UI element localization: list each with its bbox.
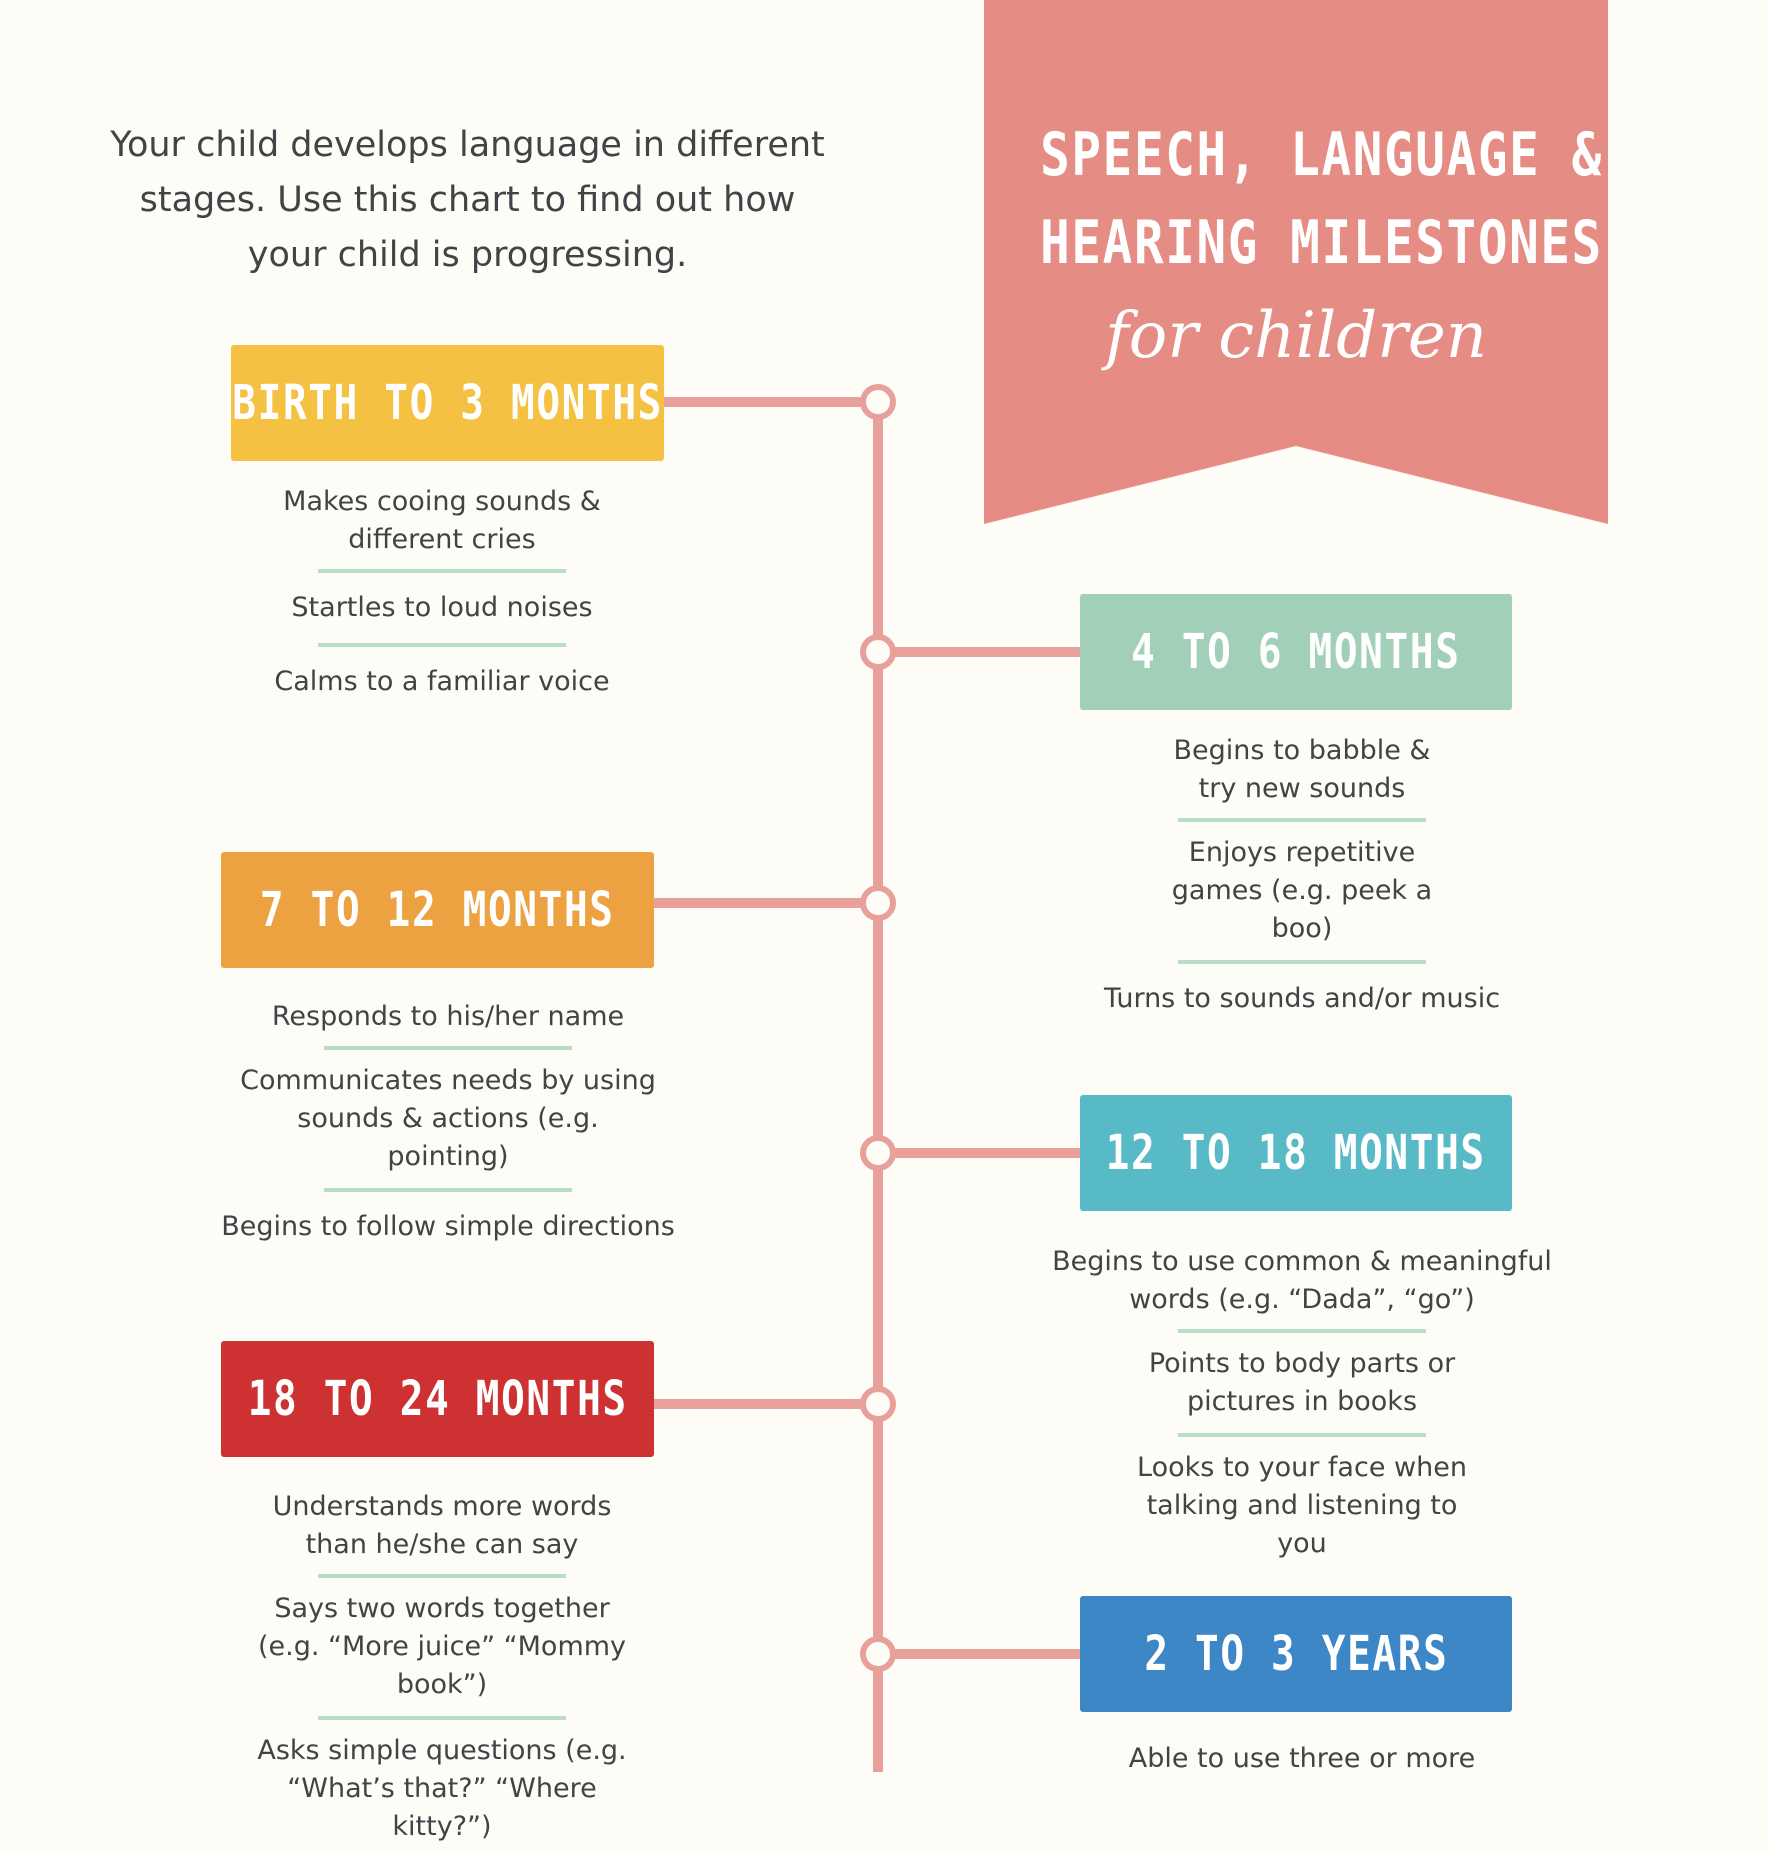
timeline-node bbox=[863, 1138, 893, 1168]
stage-title: 12 TO 18 MONTHS bbox=[1105, 1125, 1487, 1181]
connector-12-18 bbox=[878, 1148, 1080, 1158]
stage-header-4-6-months bbox=[1080, 594, 1512, 710]
milestone-divider bbox=[1178, 818, 1426, 822]
stage-header-12-18-months bbox=[1080, 1095, 1512, 1211]
milestone-divider bbox=[1178, 1329, 1426, 1333]
milestone-item: Responds to his/her name bbox=[271, 1001, 625, 1032]
milestone-item: Able to use three or more bbox=[1128, 1743, 1476, 1774]
milestone-item: Makes cooing sounds & different cries bbox=[283, 486, 601, 555]
stage-header-18-24-months bbox=[221, 1341, 654, 1457]
milestone-item: Asks simple questions (e.g. “What’s that?” “Where kitty?”) bbox=[257, 1735, 627, 1842]
connector-7-12 bbox=[654, 898, 878, 908]
title-banner bbox=[984, 0, 1608, 524]
connector-2-3 bbox=[878, 1649, 1080, 1659]
timeline-node bbox=[863, 387, 893, 417]
banner-title-line2: HEARING MILESTONES bbox=[1040, 208, 1603, 278]
milestone-item: Understands more words than he/she can say bbox=[272, 1491, 612, 1560]
milestone-divider bbox=[324, 1188, 572, 1192]
milestone-list-18-24-months bbox=[182, 1488, 702, 1852]
milestone-list-4-6-months bbox=[1042, 732, 1562, 1028]
connector-4-6 bbox=[878, 647, 1080, 657]
intro-line: Your child develops language in different bbox=[110, 125, 825, 165]
connector-18-24 bbox=[654, 1399, 878, 1409]
milestone-item: Turns to sounds and/or music bbox=[1103, 983, 1501, 1014]
timeline-node bbox=[863, 637, 893, 667]
stage-header-7-12-months bbox=[221, 852, 654, 968]
milestone-divider bbox=[318, 1716, 566, 1720]
stage-title: BIRTH TO 3 MONTHS bbox=[232, 375, 663, 431]
milestone-item: Communicates needs by using sounds & actions (e.g. pointing) bbox=[240, 1065, 656, 1172]
milestone-list-12-18-months bbox=[1042, 1243, 1562, 1569]
milestone-item: Begins to babble & try new sounds bbox=[1173, 735, 1431, 804]
stage-header-2-3-years bbox=[1080, 1596, 1512, 1712]
milestone-item: Begins to follow simple directions bbox=[221, 1211, 675, 1242]
milestone-list-7-12-months bbox=[188, 998, 708, 1256]
milestone-divider bbox=[318, 643, 566, 647]
milestone-item: Points to body parts or pictures in books bbox=[1148, 1348, 1456, 1417]
milestone-list-2-3-years bbox=[1042, 1740, 1562, 1778]
banner-subtitle: for children bbox=[1105, 299, 1487, 373]
milestone-item: Looks to your face when talking and listening to you bbox=[1137, 1452, 1467, 1559]
intro-text bbox=[80, 118, 855, 283]
milestone-item: Startles to loud noises bbox=[291, 592, 593, 623]
milestone-divider bbox=[318, 569, 566, 573]
stage-title: 2 TO 3 YEARS bbox=[1143, 1626, 1449, 1682]
milestone-item: Calms to a familiar voice bbox=[274, 666, 610, 697]
milestone-item: Begins to use common & meaningful words (e.g. “Dada”, “go”) bbox=[1052, 1246, 1552, 1315]
milestone-list-birth-3-months bbox=[182, 483, 702, 711]
banner-title-line1: SPEECH, LANGUAGE & bbox=[1040, 120, 1603, 190]
timeline-node bbox=[863, 1639, 893, 1669]
milestone-divider bbox=[1178, 1433, 1426, 1437]
stage-title: 7 TO 12 MONTHS bbox=[260, 882, 615, 938]
intro-line: stages. Use this chart to find out how bbox=[139, 180, 796, 220]
timeline-node bbox=[863, 888, 893, 918]
milestone-divider bbox=[324, 1046, 572, 1050]
stage-title: 4 TO 6 MONTHS bbox=[1131, 624, 1461, 680]
intro-line: your child is progressing. bbox=[247, 235, 688, 275]
timeline-spine bbox=[873, 402, 883, 1772]
milestone-divider bbox=[318, 1574, 566, 1578]
milestone-item: Enjoys repetitive games (e.g. peek a boo) bbox=[1171, 837, 1433, 944]
stage-header-birth-3-months bbox=[231, 345, 664, 461]
milestone-item: Says two words together (e.g. “More juice” “Mommy book”) bbox=[257, 1593, 627, 1700]
connector-birth-3 bbox=[664, 397, 878, 407]
milestone-divider bbox=[1178, 960, 1426, 964]
stage-title: 18 TO 24 MONTHS bbox=[247, 1371, 628, 1427]
timeline-node bbox=[863, 1389, 893, 1419]
